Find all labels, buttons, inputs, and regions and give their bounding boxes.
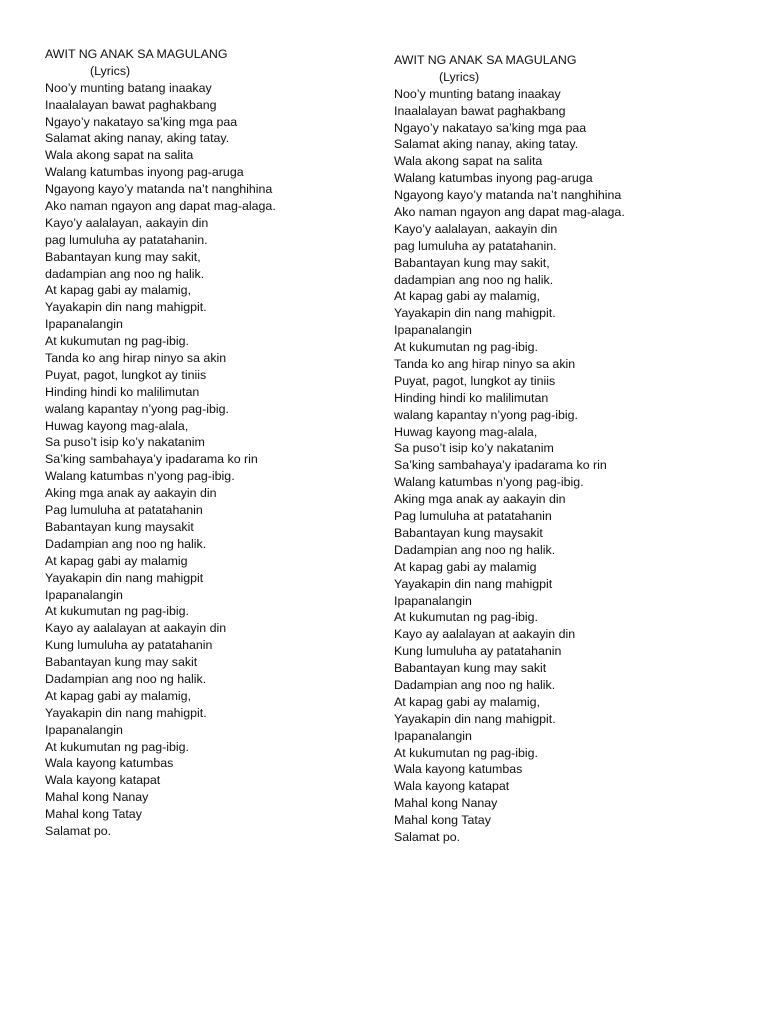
lyric-line: Babantayan kung may sakit, xyxy=(394,255,550,270)
lyric-line: dadampian ang noo ng halik. xyxy=(394,272,554,287)
lyric-line: Ako naman ngayon ang dapat mag-alaga. xyxy=(394,205,625,220)
lyric-line: Ngayong kayo’y matanda na’t nanghihina xyxy=(394,188,622,203)
lyric-line: Babantayan kung may sakit xyxy=(394,661,547,676)
lyric-line: Salamat aking nanay, aking tatay. xyxy=(45,131,230,146)
lyric-line: Ipapanalangin xyxy=(45,317,123,332)
lyric-line: Kung lumuluha ay patatahanin xyxy=(45,638,213,653)
lyric-line: Wala kayong katumbas xyxy=(45,756,174,771)
lyric-line: Ngayo’y nakatayo sa’king mga paa xyxy=(394,120,587,135)
lyric-line: Ipapanalangin xyxy=(45,722,123,737)
lyric-line: Pag lumuluha at patatahanin xyxy=(394,509,552,524)
lyric-line: Wala kayong katapat xyxy=(394,779,510,794)
lyric-line: Kayo’y aalalayan, aakayin din xyxy=(45,215,209,230)
lyric-line: Yayakapin din nang mahigpit. xyxy=(45,705,207,720)
lyric-line: Dadampian ang noo ng halik. xyxy=(394,677,556,692)
lyric-line: At kapag gabi ay malamig xyxy=(394,559,537,574)
lyric-line: dadampian ang noo ng halik. xyxy=(45,266,205,281)
lyric-line: Inaalalayan bawat paghakbang xyxy=(394,103,566,118)
lyric-line: At kukumutan ng pag-ibig. xyxy=(394,340,538,355)
lyric-line: Mahal kong Tatay xyxy=(394,813,491,828)
lyric-line: Salamat aking nanay, aking tatay. xyxy=(394,137,579,152)
lyric-line: Kayo ay aalalayan at aakayin din xyxy=(394,627,576,642)
lyric-line: Sa puso’t isip ko’y nakatanim xyxy=(45,435,205,450)
lyric-line: Ipapanalangin xyxy=(394,323,472,338)
lyric-line: Huwag kayong mag-alala, xyxy=(394,424,538,439)
lyric-line: Ngayong kayo’y matanda na’t nanghihina xyxy=(45,182,273,197)
lyric-line: Ipapanalangin xyxy=(394,593,472,608)
lyric-line: At kukumutan ng pag-ibig. xyxy=(45,604,189,619)
lyric-line: Mahal kong Nanay xyxy=(45,790,149,805)
lyric-line: Babantayan kung may sakit xyxy=(45,655,198,670)
lyric-line: At kapag gabi ay malamig, xyxy=(45,283,192,298)
lyric-line: Babantayan kung may sakit, xyxy=(45,249,201,264)
lyrics-lines xyxy=(394,86,714,846)
lyrics-lines xyxy=(45,80,365,840)
lyric-line: At kukumutan ng pag-ibig. xyxy=(45,739,189,754)
lyric-line: Sa’king sambahaya’y ipadarama ko rin xyxy=(394,458,607,473)
lyric-line: Walang katumbas n’yong pag-ibig. xyxy=(394,475,584,490)
lyric-line: Wala kayong katumbas xyxy=(394,762,523,777)
lyric-line: Wala kayong katapat xyxy=(45,773,161,788)
lyric-line: Yayakapin din nang mahigpit xyxy=(45,570,204,585)
lyric-line: At kapag gabi ay malamig xyxy=(45,553,188,568)
lyric-line: At kapag gabi ay malamig, xyxy=(394,289,541,304)
lyric-line: Pag lumuluha at patatahanin xyxy=(45,503,203,518)
lyric-line: Ipapanalangin xyxy=(45,587,123,602)
lyric-line: walang kapantay n’yong pag-ibig. xyxy=(394,407,578,422)
lyric-line: Puyat, pagot, lungkot ay tiniis xyxy=(394,373,556,388)
lyric-line: Yayakapin din nang mahigpit. xyxy=(394,711,556,726)
lyric-line: Salamat po. xyxy=(45,823,112,838)
lyric-line: Dadampian ang noo ng halik. xyxy=(45,671,207,686)
lyric-line: pag lumuluha ay patatahanin. xyxy=(394,238,557,253)
lyric-line: Walang katumbas inyong pag-aruga xyxy=(394,171,593,186)
lyric-line: Sa puso’t isip ko’y nakatanim xyxy=(394,441,554,456)
lyric-line: Noo’y munting batang inaakay xyxy=(394,86,561,101)
lyric-line: Kayo ay aalalayan at aakayin din xyxy=(45,621,227,636)
lyric-line: Kung lumuluha ay patatahanin xyxy=(394,644,562,659)
lyric-line: Ako naman ngayon ang dapat mag-alaga. xyxy=(45,199,276,214)
lyric-line: Yayakapin din nang mahigpit. xyxy=(394,306,556,321)
lyric-line: Wala akong sapat na salita xyxy=(45,148,194,163)
lyric-line: Wala akong sapat na salita xyxy=(394,154,543,169)
lyrics-column-left xyxy=(45,46,365,840)
lyric-line: Walang katumbas n’yong pag-ibig. xyxy=(45,469,235,484)
song-title: AWIT NG ANAK SA MAGULANG xyxy=(45,47,228,61)
lyric-line: Dadampian ang noo ng halik. xyxy=(45,536,207,551)
lyric-line: Babantayan kung maysakit xyxy=(45,519,194,534)
lyric-line: Mahal kong Nanay xyxy=(394,796,498,811)
lyric-line: Dadampian ang noo ng halik. xyxy=(394,542,556,557)
lyric-line: At kapag gabi ay malamig, xyxy=(45,688,192,703)
song-title: AWIT NG ANAK SA MAGULANG xyxy=(394,53,577,67)
lyric-line: Noo’y munting batang inaakay xyxy=(45,80,212,95)
lyric-line: Puyat, pagot, lungkot ay tiniis xyxy=(45,367,207,382)
lyric-line: pag lumuluha ay patatahanin. xyxy=(45,232,208,247)
lyric-line: At kukumutan ng pag-ibig. xyxy=(394,745,538,760)
lyric-line: Aking mga anak ay aakayin din xyxy=(394,492,566,507)
lyric-line: Yayakapin din nang mahigpit xyxy=(394,576,553,591)
lyric-line: Ngayo’y nakatayo sa’king mga paa xyxy=(45,114,238,129)
lyric-line: Hinding hindi ko malilimutan xyxy=(45,384,200,399)
lyric-line: At kukumutan ng pag-ibig. xyxy=(45,334,189,349)
lyric-line: Hinding hindi ko malilimutan xyxy=(394,390,549,405)
lyric-line: walang kapantay n’yong pag-ibig. xyxy=(45,401,229,416)
lyric-line: At kapag gabi ay malamig, xyxy=(394,694,541,709)
lyric-line: Tanda ko ang hirap ninyo sa akin xyxy=(394,357,576,372)
lyric-line: Salamat po. xyxy=(394,829,461,844)
song-subtitle: (Lyrics) xyxy=(90,63,131,78)
song-subtitle: (Lyrics) xyxy=(439,69,480,84)
lyric-line: Kayo’y aalalayan, aakayin din xyxy=(394,221,558,236)
lyric-line: Yayakapin din nang mahigpit. xyxy=(45,300,207,315)
lyric-line: Mahal kong Tatay xyxy=(45,807,142,822)
lyric-line: Aking mga anak ay aakayin din xyxy=(45,486,217,501)
lyric-line: Walang katumbas inyong pag-aruga xyxy=(45,165,244,180)
lyric-line: Inaalalayan bawat paghakbang xyxy=(45,97,217,112)
lyric-line: Babantayan kung maysakit xyxy=(394,525,543,540)
lyric-line: Huwag kayong mag-alala, xyxy=(45,418,189,433)
lyric-line: At kukumutan ng pag-ibig. xyxy=(394,610,538,625)
lyrics-column-right xyxy=(394,52,714,846)
lyric-line: Sa’king sambahaya’y ipadarama ko rin xyxy=(45,452,258,467)
lyric-line: Tanda ko ang hirap ninyo sa akin xyxy=(45,351,227,366)
lyric-line: Ipapanalangin xyxy=(394,728,472,743)
